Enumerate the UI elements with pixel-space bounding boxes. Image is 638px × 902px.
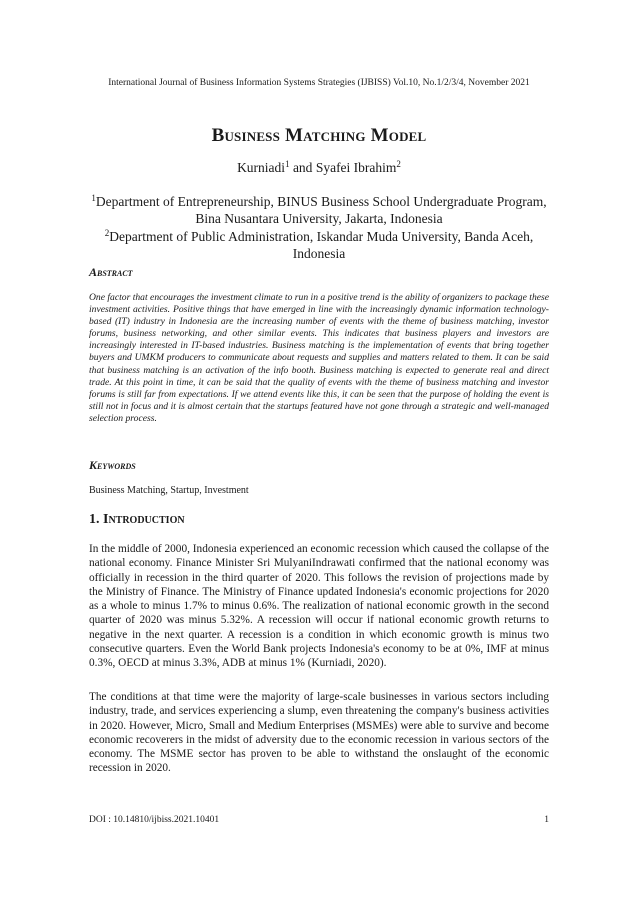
running-head: International Journal of Business Information Systems Strategies (IJBISS) Vol.10, No.1/2/3/4, November 2021 — [108, 78, 530, 88]
doi-text: DOI : 10.14810/ijbiss.2021.10401 — [89, 815, 220, 825]
author-name: Syafei Ibrahim — [315, 160, 397, 175]
keywords-heading: Keywords — [89, 458, 136, 472]
paper-title: Business Matching Model — [211, 125, 427, 146]
author-affil-mark: 1 — [285, 159, 290, 169]
author-joiner: and — [289, 160, 316, 175]
abstract-heading: Abstract — [89, 265, 133, 279]
page-number: 1 — [544, 815, 549, 825]
body-paragraph: In the middle of 2000, Indonesia experienced an economic recession which caused the collapse of the national economy. Finance Minister Sri MulyaniIndrawati confirmed that the national economy was officially in recession in the third quarter of 2020. This follows the revision of projections made by the Ministry of Finance. The Ministry of Finance updated Indonesia's economic projections for 2020 as a whole to minus 1.7% to minus 0.6%. The realization of national economic growth in the second quarter of 2020 was minus 5.32%. A recession will occur if national economic growth returns to negative in the next quarter. A recession is a condition in which economic growth is minus two consecutive quarters. Even the World Bank projects Indonesia's economy to be at 0%, IMF at minus 0.3%, OECD at minus 3.3%, ADB at minus 1% (Kurniadi, 2020). — [89, 543, 549, 670]
keywords-text: Business Matching, Startup, Investment — [89, 485, 249, 496]
introduction-heading: 1. Introduction — [89, 512, 185, 527]
affiliation — [90, 193, 548, 227]
affiliation-text: Department of Public Administration, Iskandar Muda University, Banda Aceh, Indonesia — [109, 229, 534, 261]
affiliation-mark: 1 — [91, 193, 96, 203]
affiliation — [90, 228, 548, 262]
author-affil-mark: 2 — [396, 159, 401, 169]
affiliation-mark: 2 — [104, 228, 110, 238]
author-name: Kurniadi — [237, 160, 286, 175]
author-line — [0, 160, 638, 176]
page-footer — [89, 815, 549, 825]
affiliation-text: Department of Entrepreneurship, BINUS Business School Undergraduate Program, Bina Nusantara University, Jakarta, Indonesia — [95, 194, 547, 226]
body-paragraph: The conditions at that time were the majority of large-scale businesses in various sectors including industry, trade, and services experiencing a slump, even threatening the company's business activities in 2020. However, Micro, Small and Medium Enterprises (MSMEs) were able to survive and become economic recoverers in the midst of adversity due to the economic recession in various sectors of the economy. The MSME sector has proven to be able to withstand the onslaught of the economic recession in 2020. — [89, 691, 549, 775]
abstract-text: One factor that encourages the investment climate to run in a positive trend is the ability of organizers to package these investment activities. Positive things that have emerged in line with the increasingly dynamic information technology-based (IT) industry in Indonesia are the increasing number of events with the theme of business matching, investor forums, business networking, and other similar events. This indicates that business players and investors are increasingly interested in IT-based industries. Business matching is the implementation of events that bring together buyers and UMKM producers to communicate about requests and supplies and matters related to them. It can be said that business matching is an activation of the info booth. Business matching is expected to generate real and direct trade. At this point in time, it can be said that the quality of events with the theme of business matching and investor forums is still far from expectations. If we attend events like this, it can be seen that the purpose of holding the event is still not in focus and it is almost certain that the startups featured have not gone through a strategic and well-managed selection process. — [89, 292, 549, 424]
